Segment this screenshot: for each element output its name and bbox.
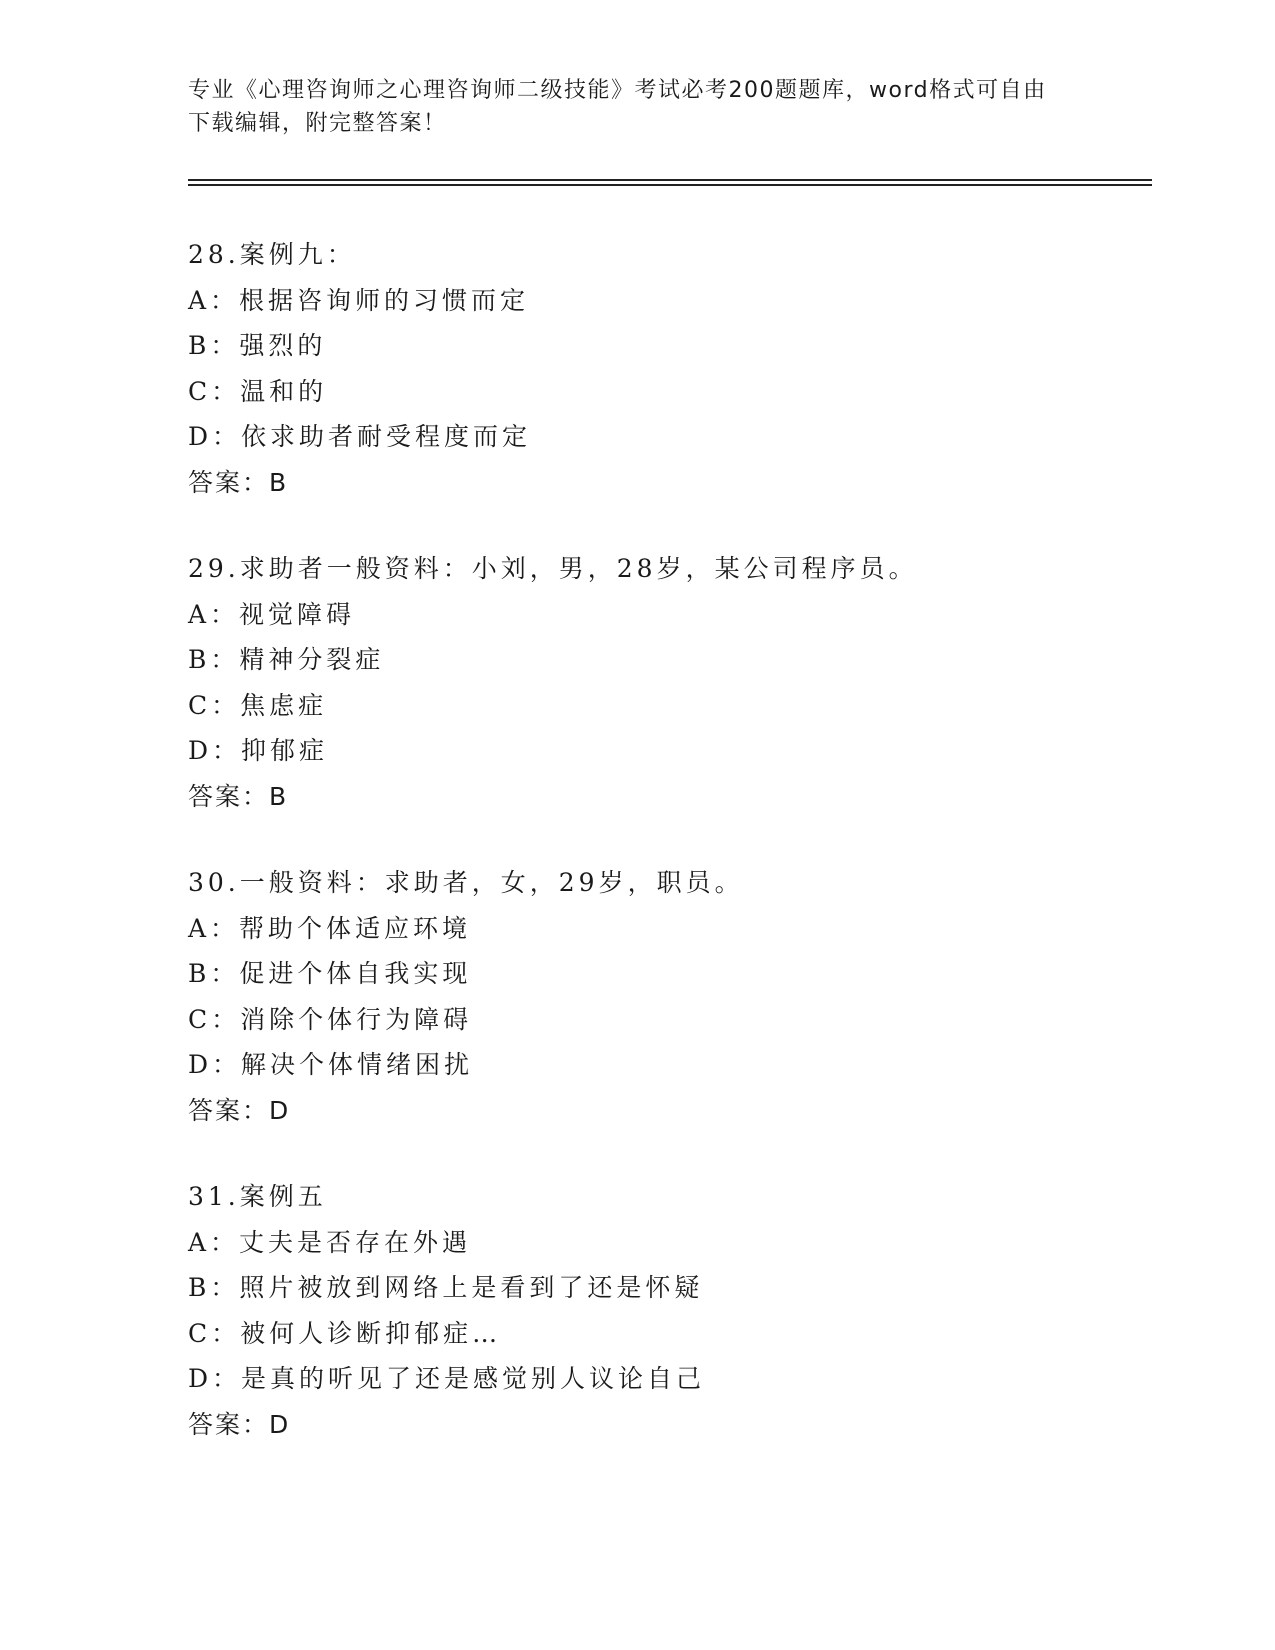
answer-line: 答案：B — [188, 467, 289, 497]
question-stem: 31.案例五 — [188, 1182, 327, 1211]
option-b: B：促进个体自我实现 — [188, 959, 472, 988]
question-block — [188, 1174, 1152, 1447]
option-a: A：视觉障碍 — [188, 599, 356, 629]
option-b: B：照片被放到网络上是看到了还是怀疑 — [188, 1273, 704, 1302]
option-d: D：依求助者耐受程度而定 — [188, 422, 532, 451]
option-b: B：强烈的 — [188, 331, 327, 360]
question-block — [188, 860, 1152, 1133]
question-stem: 29.求助者一般资料：小刘，男，28岁，某公司程序员。 — [188, 554, 918, 583]
option-c: C：焦虑症 — [188, 690, 328, 720]
question-block — [188, 546, 1152, 819]
answer-line: 答案：D — [188, 1095, 291, 1125]
question-stem: 30.一般资料：求助者，女，29岁，职员。 — [188, 868, 744, 897]
answer-line: 答案：D — [188, 1409, 291, 1439]
option-a: A：帮助个体适应环境 — [188, 913, 472, 943]
option-d: D：抑郁症 — [188, 736, 329, 765]
option-d: D：解决个体情绪困扰 — [188, 1050, 474, 1079]
header-divider-bottom — [188, 184, 1152, 186]
document-header: 专业《心理咨询师之心理咨询师二级技能》考试必考200题题库，word格式可自由下载编辑，附完整答案！ — [188, 78, 1047, 136]
option-b: B：精神分裂症 — [188, 645, 385, 674]
option-c: C：被何人诊断抑郁症… — [188, 1318, 502, 1348]
question-block — [188, 232, 1152, 505]
question-stem: 28.案例九： — [188, 240, 356, 269]
header-divider-top — [188, 179, 1152, 181]
option-a: A：根据咨询师的习惯而定 — [188, 285, 530, 315]
option-d: D：是真的听见了还是感觉别人议论自己 — [188, 1364, 706, 1393]
answer-line: 答案：B — [188, 781, 289, 811]
option-a: A：丈夫是否存在外遇 — [188, 1227, 472, 1257]
option-c: C：消除个体行为障碍 — [188, 1004, 473, 1034]
option-c: C：温和的 — [188, 376, 328, 406]
